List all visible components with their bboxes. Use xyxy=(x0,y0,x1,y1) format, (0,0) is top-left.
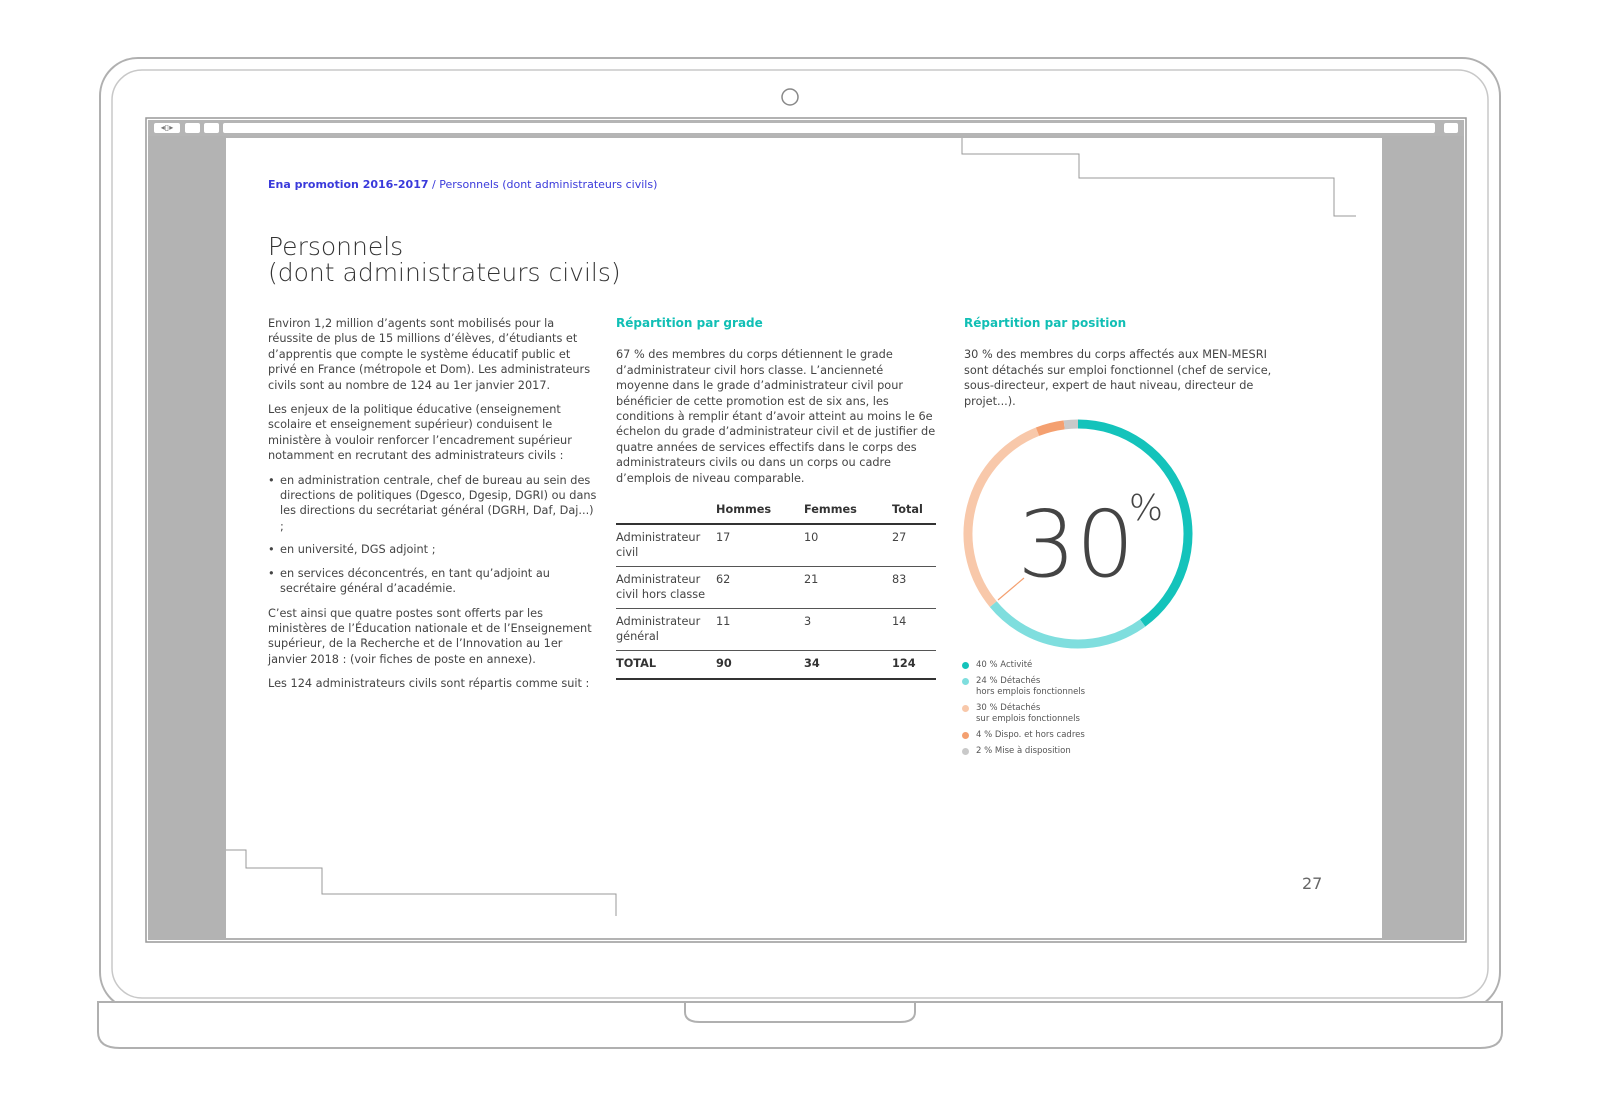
intro-column xyxy=(268,316,598,701)
table-cell: Administrateur civil hors classe xyxy=(616,567,716,609)
table-cell: 62 xyxy=(716,567,804,609)
title-line2: (dont administrateurs civils) xyxy=(268,258,621,287)
table-cell: 34 xyxy=(804,651,892,679)
legend-dot xyxy=(962,748,969,755)
header-cell xyxy=(616,500,716,524)
paragraph: Les 124 administrateurs civils sont répartis comme suit : xyxy=(268,677,590,691)
legend-item xyxy=(962,730,1085,741)
list-item: • en services déconcentrés, en tant qu’adjoint au secrétaire général d’académie. xyxy=(268,566,598,597)
donut-center-value: 30 xyxy=(1017,491,1135,598)
address-bar[interactable] xyxy=(223,123,1435,133)
legend-item xyxy=(962,703,1085,725)
table-cell: 21 xyxy=(804,567,892,609)
legend-item xyxy=(962,660,1085,671)
table-total-row xyxy=(616,651,936,679)
table-cell: 14 xyxy=(892,609,936,651)
grade-column xyxy=(616,316,938,680)
list-item: • en administration centrale, chef de bureau au sein des directions de politiques (Dgesco, Dgesip, DGRI) ou dans les directions du secrétariat général (DGRH, Daf, Daj...) ; xyxy=(268,473,598,535)
legend-dot xyxy=(962,705,969,712)
table-cell: 10 xyxy=(804,524,892,567)
paragraph: 30 % des membres du corps affectés aux MEN-MESRI sont détachés sur emploi fonctionnel (chef de service, sous-directeur, expert de haut niveau, directeur de projet...). xyxy=(964,348,1272,408)
legend-dot xyxy=(962,678,969,685)
donut-segment xyxy=(1038,425,1065,432)
title-line1: Personnels xyxy=(268,232,404,261)
table-cell: TOTAL xyxy=(616,651,716,679)
table-header xyxy=(616,500,936,524)
legend-label: sur emplois fonctionnels xyxy=(976,714,1080,724)
section-title: Répartition par grade xyxy=(616,316,763,330)
legend-label: 2 % Mise à disposition xyxy=(976,746,1071,756)
table-row xyxy=(616,609,936,651)
tab-button[interactable] xyxy=(204,123,219,133)
legend-item xyxy=(962,746,1085,757)
legend-label: 4 % Dispo. et hors cadres xyxy=(976,730,1085,740)
chart-legend xyxy=(962,660,1085,762)
breadcrumb-sub: / Personnels (dont administrateurs civils) xyxy=(428,178,658,191)
table-cell: 17 xyxy=(716,524,804,567)
paragraph: C’est ainsi que quatre postes sont offerts par les ministères de l’Éducation nationale et de l’Enseignement supérieur, de la Recherche et de l’Innovation au 1er janvier 2018 : (voir fiches de poste en annexe). xyxy=(268,606,592,666)
table-cell: 83 xyxy=(892,567,936,609)
table-cell: 3 xyxy=(804,609,892,651)
legend-dot xyxy=(962,732,969,739)
table-cell: 27 xyxy=(892,524,936,567)
back-forward-icon[interactable]: ◂▯▸ xyxy=(154,123,180,133)
document-page xyxy=(226,138,1382,938)
paragraph: Environ 1,2 million d’agents sont mobilisés pour la réussite de plus de 15 millions d’élèves, d’étudiants et d’apprentis que compte le système éducatif public et privé en France (métropole et Dom). Les administrateurs civils sont au nombre de 124 au 1er janvier 2017. xyxy=(268,317,591,392)
donut-segment xyxy=(993,604,1142,644)
grade-table xyxy=(616,500,936,680)
table-cell: 90 xyxy=(716,651,804,679)
bullet-list xyxy=(268,473,598,597)
page-number: 27 xyxy=(1302,874,1323,893)
legend-label: 24 % Détachés xyxy=(976,676,1041,686)
paragraph: Les enjeux de la politique éducative (enseignement scolaire et enseignement supérieur) conduisent le ministère à vouloir renforcer l’encadrement supérieur notamment en recrutant des administrateurs civils : xyxy=(268,403,572,463)
legend-dot xyxy=(962,662,969,669)
legend-label: 30 % Détachés xyxy=(976,703,1041,713)
browser-toolbar xyxy=(148,120,1464,136)
table-row xyxy=(616,524,936,567)
section-title: Répartition par position xyxy=(964,316,1127,330)
position-donut-chart xyxy=(958,414,1198,654)
paragraph: 67 % des membres du corps détiennent le grade d’administrateur civil hors classe. L’ancienneté moyenne dans le grade d’administrateur civil pour bénéficier de cette promotion est de six ans, les conditions à remplir étant d’avoir atteint au moins le 6e échelon du grade d’administrateur civil et de justifier de quatre années de services effectifs dans le corps des administrateurs civils ou dans un corps ou cadre d’emplois de niveau comparable. xyxy=(616,348,936,485)
legend-label: 40 % Activité xyxy=(976,660,1033,670)
breadcrumb xyxy=(268,178,657,191)
header-cell: Hommes xyxy=(716,500,804,524)
menu-button[interactable] xyxy=(1444,123,1458,133)
header-cell: Total xyxy=(892,500,936,524)
legend-item xyxy=(962,676,1085,698)
tab-button[interactable] xyxy=(185,123,200,133)
legend-label: hors emplois fonctionnels xyxy=(976,687,1086,697)
donut-center-percent: % xyxy=(1128,488,1164,529)
donut-segment xyxy=(1064,424,1078,425)
table-row xyxy=(616,567,936,609)
table-cell: Administrateur civil xyxy=(616,524,716,567)
table-cell: 124 xyxy=(892,651,936,679)
list-item: • en université, DGS adjoint ; xyxy=(268,542,598,557)
breadcrumb-main: Ena promotion 2016-2017 xyxy=(268,178,429,191)
page-title xyxy=(268,234,621,286)
header-cell: Femmes xyxy=(804,500,892,524)
table-cell: 11 xyxy=(716,609,804,651)
table-cell: Administrateur général xyxy=(616,609,716,651)
position-column xyxy=(964,316,1294,409)
webcam-icon xyxy=(782,89,798,105)
